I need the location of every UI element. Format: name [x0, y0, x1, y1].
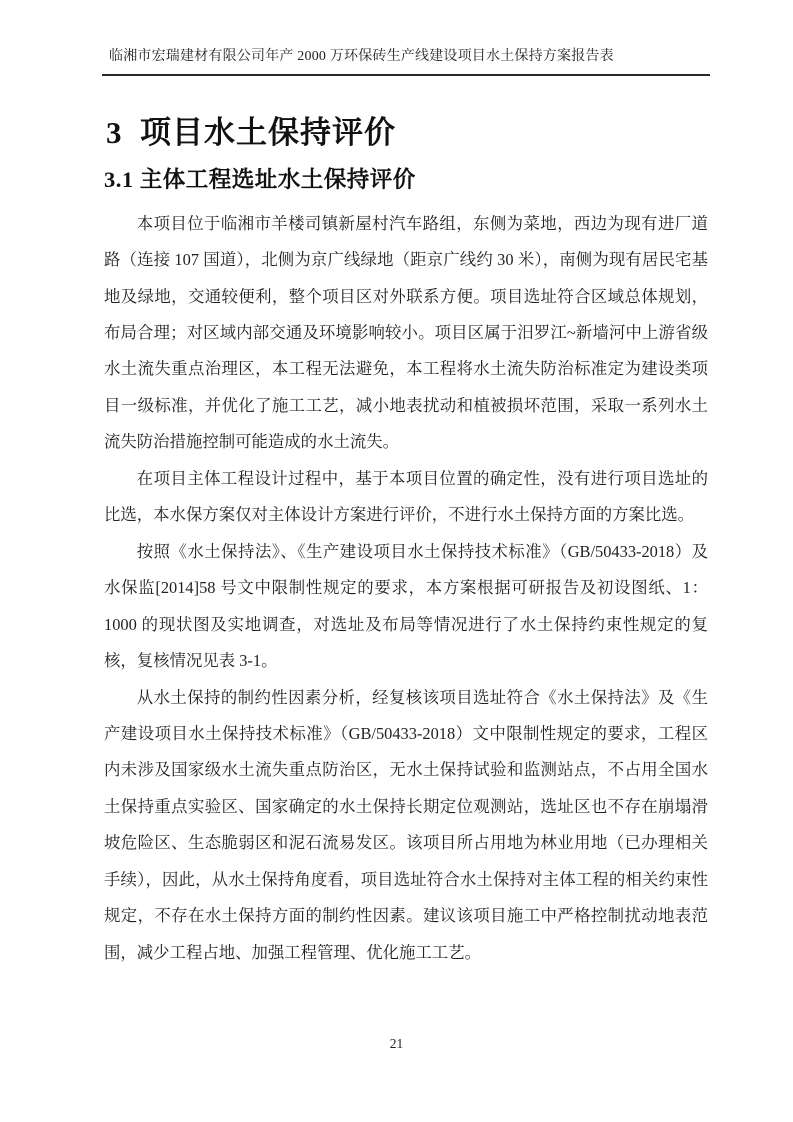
body-text [104, 206, 708, 972]
body-paragraph: 本项目位于临湘市羊楼司镇新屋村汽车路组，东侧为菜地，西边为现有进厂道路（连接 107 国道），北侧为京广线绿地（距京广线约 30 米），南侧为现有居民宅基地及绿地，交通较便利，整个项目区对外联系方便。项目选址符合区域总体规划，布局合理；对区域内部交通及环境影响较小。项目区属于汨罗江~新墙河中上游省级水土流失重点治理区，本工程无法避免，本工程将水土流失防治标准定为建设类项目一级标准，并优化了施工工艺，减小地表扰动和植被损坏范围，采取一系列水土流失防治措施控制可能造成的水土流失。 [104, 213, 708, 452]
body-paragraph: 在项目主体工程设计过程中，基于本项目位置的确定性，没有进行项目选址的比选，本水保方案仅对主体设计方案进行评价，不进行水土保持方面的方案比选。 [104, 468, 708, 525]
header-rule [102, 74, 710, 76]
page-footer [0, 1035, 793, 1053]
document-content [104, 116, 708, 971]
body-paragraph: 从水土保持的制约性因素分析，经复核该项目选址符合《水土保持法》及《生产建设项目水土保持技术标准》（GB/50433-2018）文中限制性规定的要求，工程区内未涉及国家级水土流失重点防治区，无水土保持试验和监测站点，不占用全国水土保持重点实验区、国家确定的水土保持长期定位观测站，选址区也不存在崩塌滑坡危险区、生态脆弱区和泥石流易发区。该项目所占用地为林业用地（已办理相关手续），因此，从水土保持角度看，项目选址符合水土保持对主体工程的相关约束性规定，不存在水土保持方面的制约性因素。建议该项目施工中严格控制扰动地表范围，减少工程占地、加强工程管理、优化施工工艺。 [104, 687, 708, 962]
page-header [102, 0, 710, 74]
page-number: 21 [389, 1036, 404, 1051]
body-paragraph: 按照《水土保持法》、《生产建设项目水土保持技术标准》（GB/50433-2018）及水保监[2014]58 号文中限制性规定的要求，本方案根据可研报告及初设图纸、1：1000 的现状图及实地调查，对选址及布局等情况进行了水土保持约束性规定的复核，复核情况见表 3-1。 [104, 541, 708, 671]
chapter-title: 3 项目水土保持评价 [106, 114, 396, 150]
header-title: 临湘市宏瑞建材有限公司年产 2000 万环保砖生产线建设项目水土保持方案报告表 [109, 49, 614, 64]
section-title: 3.1 主体工程选址水土保持评价 [104, 166, 416, 192]
